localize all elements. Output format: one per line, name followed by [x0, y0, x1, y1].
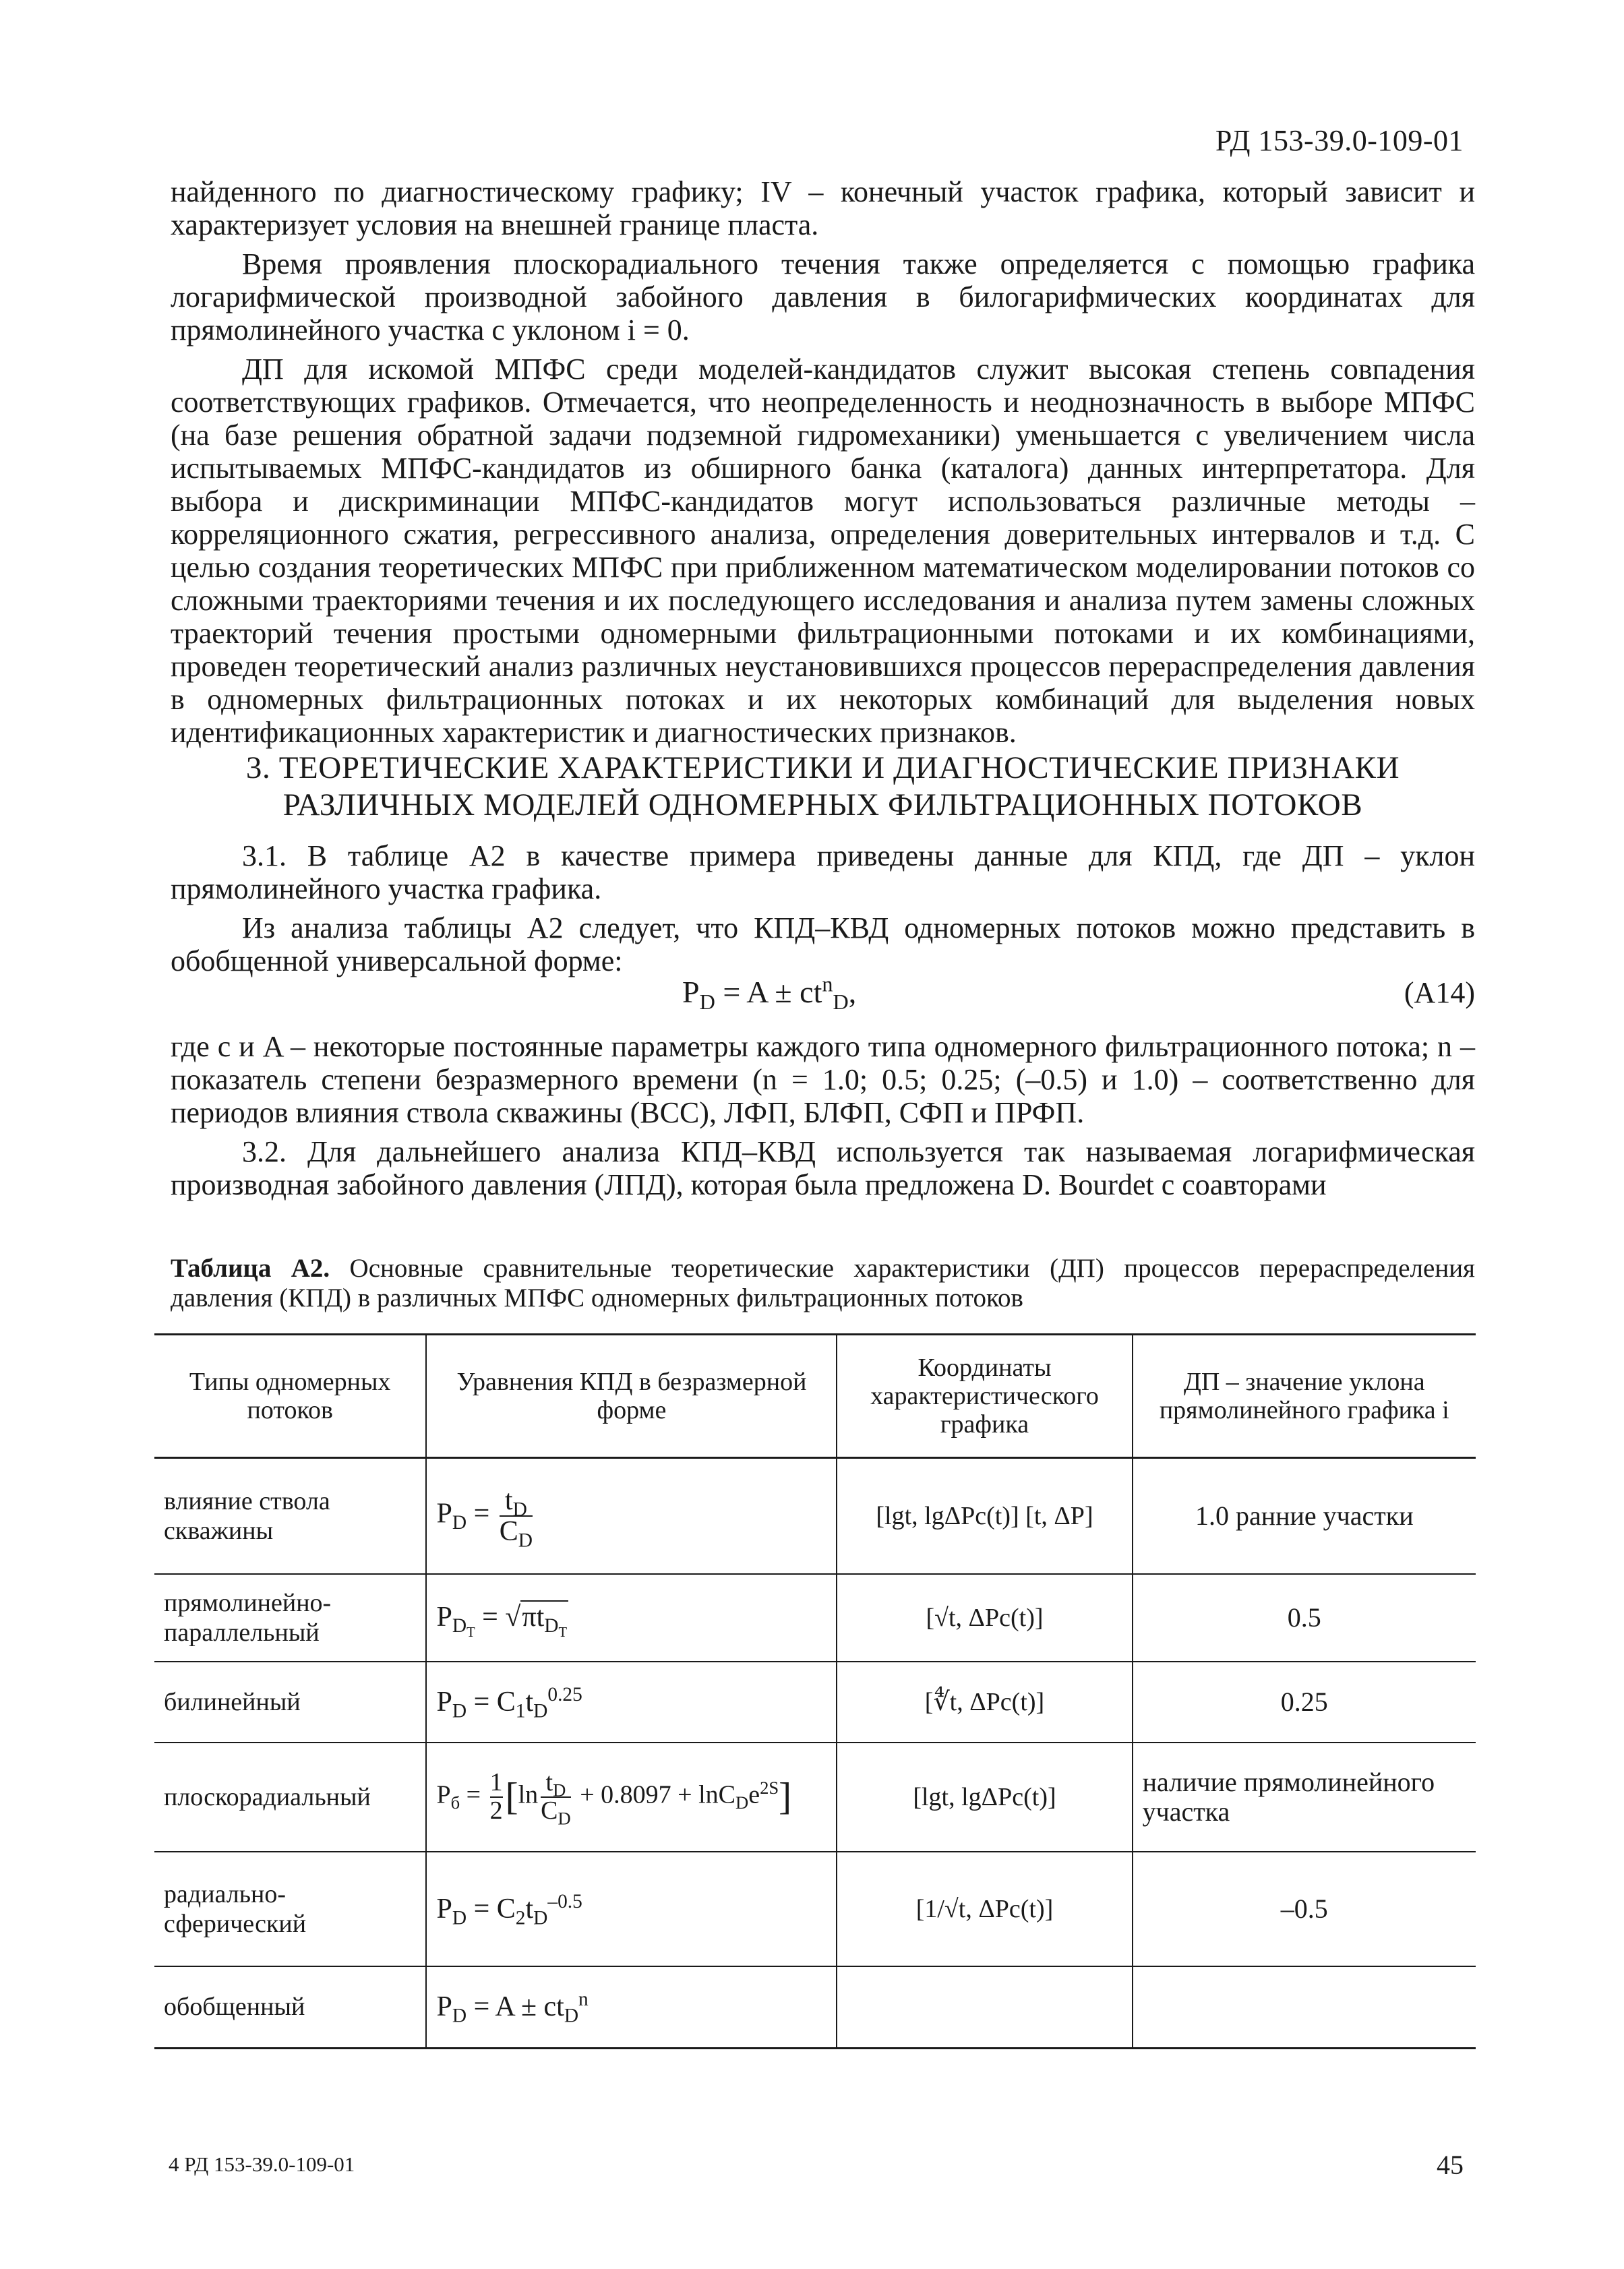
section-paragraph-2: Из анализа таблицы А2 следует, что КПД–КВД одномерных потоков можно представить в обобщенной универсальной форме: [171, 911, 1475, 977]
row-flow-type: прямолинейно-параллельный [154, 1574, 426, 1662]
row-coordinates: [lgt, lgΔPc(t)] [t, ΔP] [837, 1458, 1132, 1574]
table-row [154, 1852, 1476, 1966]
row-equation: $P_{D_T} = √\pi t_{D_T}$ [426, 1574, 837, 1662]
table-row [154, 1574, 1476, 1662]
row-equation: $P_D$ = $\frac{t_D}{C_D}$ [426, 1458, 837, 1574]
row-flow-type: радиально-сферический [154, 1852, 426, 1966]
equation-rhs-sub: D [833, 990, 849, 1015]
row-equation: $P_D = C_2t_D^{-0.5}$ [426, 1852, 837, 1966]
row-coordinates [837, 1966, 1132, 2049]
header-flow-type: Типы одномерных потоков [154, 1335, 426, 1458]
row-coordinates: [1/√t, ΔPc(t)] [837, 1852, 1132, 1966]
section-heading-line-1: 3. ТЕОРЕТИЧЕСКИЕ ХАРАКТЕРИСТИКИ И ДИАГНОСТИЧЕСКИЕ ПРИЗНАКИ [245, 750, 1400, 785]
section-text-top [171, 839, 1475, 984]
table-row [154, 1458, 1476, 1574]
paragraph-2: Время проявления плоскорадиального течения также определяется с помощью графика логарифмической производной забойного давления в билогарифмических координатах для прямолинейного участка с уклоном i = 0. [171, 247, 1475, 346]
row-slope [1133, 1966, 1476, 2049]
header-equations: Уравнения КПД в безразмерной форме [426, 1335, 837, 1458]
row-coordinates: [∜t, ΔPc(t)] [837, 1662, 1132, 1743]
equation-rhs: = A ± ct [723, 975, 822, 1009]
row-equation: $P_D = C_1t_D^{0.25}$ [426, 1662, 837, 1743]
row-coordinates: [lgt, lgΔPc(t)] [837, 1743, 1132, 1852]
row-flow-type: плоскорадиальный [154, 1743, 426, 1852]
table-row [154, 1743, 1476, 1852]
paragraph-1: найденного по диагностическому графику; IV – конечный участок графика, который зависит и характеризует условия на внешней границе пласта. [171, 175, 1475, 241]
table-header-row [154, 1335, 1476, 1458]
row-coordinates: [√t, ΔPc(t)] [837, 1574, 1132, 1662]
paragraph-3: ДП для искомой МПФС среди моделей-кандидатов служит высокая степень совпадения соответствующих графиков. Отмечается, что неопределенность и неоднозначность в выборе МПФС (на базе решения обратной задачи подземной гидромеханики) уменьшается с увеличением числа испытываемых МПФС-кандидатов из обширного банка (каталога) данных интерпретатора. Для выбора и дискриминации МПФС-кандидатов могут использоваться различные методы – корреляционного сжатия, регрессивного анализа, определения доверительных интервалов и т.д. С целью создания теоретических МПФС при приближенном математическом моделировании потоков со сложными траекториями течения и их последующего исследования и анализа путем замены сложных траекторий течения простыми одномерными фильтрационными потоками и их комбинациями, проведен теоретический анализ различных неустановившихся процессов перераспределения давления в одномерных фильтрационных потоках и их некоторых комбинаций для выделения новых идентификационных характеристик и диагностических признаков. [171, 353, 1475, 749]
table-caption-text: Основные сравнительные теоретические характеристики (ДП) процессов перераспределения давления (КПД) в различных МПФС одномерных фильтрационных потоков [171, 1254, 1475, 1312]
header-slope: ДП – значение уклона прямолинейного графика i [1133, 1335, 1476, 1458]
equation-lhs: P [682, 975, 700, 1009]
row-flow-type: обобщенный [154, 1966, 426, 2049]
row-slope: –0.5 [1133, 1852, 1476, 1966]
row-flow-type: влияние ствола скважины [154, 1458, 426, 1574]
row-equation: $P_б$ = $\frac{1}{2}$ [ln $\frac{t_D}{C_D}$ + $0.8097 + \ln C_De^{2S}$] [426, 1743, 837, 1852]
equation-lhs-sub: D [699, 990, 715, 1015]
equation-rhs-sup: n [822, 971, 833, 996]
section-paragraph-4: 3.2. Для дальнейшего анализа КПД–КВД используется так называемая логарифмическая производная забойного давления (ЛПД), которая была предложена D. Bourdet с соавторами [171, 1135, 1475, 1201]
row-flow-type: билинейный [154, 1662, 426, 1743]
equation-a14: $P_D = A \pm ct^n_D$, [682, 971, 857, 1015]
section-paragraph-3: где c и A – некоторые постоянные параметры каждого типа одномерного фильтрационного потока; n – показатель степени безразмерного времени (n = 1.0; 0.5; 0.25; (–0.5) и 1.0) – соответственно для периодов влияния ствола скважины (ВСС), ЛФП, БЛФП, СФП и ПРФП. [171, 1030, 1475, 1129]
table-row [154, 1966, 1476, 2049]
intro-text [171, 175, 1475, 755]
table-caption [171, 1254, 1475, 1313]
header-coordinates: Координаты характеристического графика [837, 1335, 1132, 1458]
row-slope: наличие прямолинейного участка [1133, 1743, 1476, 1852]
page-number: 45 [1437, 2150, 1464, 2180]
table-row [154, 1662, 1476, 1743]
footer-document-code: 4 РД 153-39.0-109-01 [169, 2152, 355, 2176]
section-heading [171, 750, 1475, 824]
row-slope: 0.5 [1133, 1574, 1476, 1662]
section-paragraph-1: 3.1. В таблице А2 в качестве примера приведены данные для КПД, где ДП – уклон прямолинейного участка графика. [171, 839, 1475, 905]
table-caption-label: Таблица А2. [171, 1254, 330, 1283]
row-slope: 0.25 [1133, 1662, 1476, 1743]
section-heading-line-2: РАЗЛИЧНЫХ МОДЕЛЕЙ ОДНОМЕРНЫХ ФИЛЬТРАЦИОННЫХ ПОТОКОВ [282, 787, 1363, 822]
row-slope: 1.0 ранние участки [1133, 1458, 1476, 1574]
document-code-header: РД 153-39.0-109-01 [1215, 124, 1464, 157]
section-text-bottom [171, 1030, 1475, 1207]
equation-number: (А14) [1404, 976, 1475, 1009]
row-equation: $P_D = A \pm ct_D^n$ [426, 1966, 837, 2049]
table-a2 [154, 1333, 1476, 2049]
